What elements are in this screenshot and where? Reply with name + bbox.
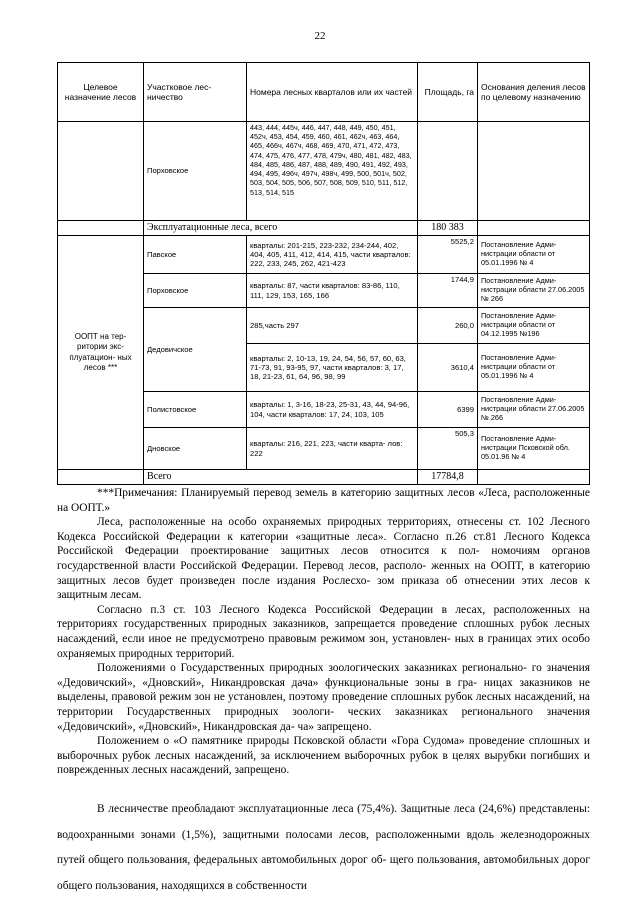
table-row-exploit-total (58, 221, 590, 236)
cell-basis-empty (478, 122, 590, 221)
header-quarters: Номера лесных кварталов или их частей (247, 63, 418, 122)
cell-area-empty (418, 122, 478, 221)
cell-quarters: кварталы: 1, 3-16, 18-23, 25-31, 43, 44, 94-96, 104, части кварталов: 17, 24, 103, 105 (247, 392, 418, 428)
table-row-total (58, 470, 590, 485)
page-number: 22 (314, 30, 326, 42)
header-basis: Основания деления лесов по целевому назначению (478, 63, 590, 122)
body-text (57, 486, 590, 778)
table-row (58, 236, 590, 274)
cell-quarters: 443, 444, 445ч, 446, 447, 448, 449, 450, 451, 452ч, 453, 454, 459, 460, 461, 462ч, 463, 464, 465, 466ч, 467ч, 468, 469, 470, 471, 472, 473, 474, 475, 476, 477, 478, 479ч, 480, 481, 482, 483, 484, 485, 486, 487, 488, 489, 490, 491, 492, 493, 494, 495, 496ч, 497ч, 498ч, 499, 500, 501ч, 502, 503, 504, 505, 506, 507, 508, 509, 510, 511, 512, 513, 514, 515 (247, 122, 418, 221)
cell-quarters: кварталы: 2, 10-13, 19, 24, 54, 56, 57, 60, 63, 71-73, 91, 93-95, 97, части кварталов: 3, 17, 18, 21-23, 61, 64, 96, 98, 99 (247, 344, 418, 392)
cell-forestry: Дновское (144, 428, 247, 470)
cell-basis: Постановление Адми- нистрации области от 05.01.1996 № 4 (478, 344, 590, 392)
cell-forestry: Полистовское (144, 392, 247, 428)
exploit-total-label: Эксплуатационные леса, всего (144, 221, 418, 236)
cell-area: 260,0 (418, 308, 478, 344)
cell-area: 3610,4 (418, 344, 478, 392)
note-paragraph: ***Примечания: Планируемый перевод земель в категорию защитных лесов «Леса, расположенные на ООПТ.» (57, 487, 590, 514)
cell-basis-empty (478, 470, 590, 485)
cell-forestry: Порховское (144, 122, 247, 221)
total-label: Всего (144, 470, 418, 485)
cell-forestry: Порховское (144, 274, 247, 308)
paragraph-oopt-forests: Леса, расположенные на особо охраняемых природных территориях, отнесены ст. 102 Лесного Кодекса Российской Федерации к категории «защитные леса». Согласно п.26 ст.81 Лесного Кодекса Российской Федерации проектирование защитных лесов относится к пол- номочиям органов государственной власти Российской Федерации. Перевод лесов, располо- женных на ООПТ, в категорию защитных лесов будет произведен после издания Рослесхо- зом приказа об отнесении этих лесов к защитным лесам. (57, 516, 590, 602)
cell-forestry: Дедовичское (144, 308, 247, 392)
cell-basis-empty (478, 221, 590, 236)
paragraph-forest-shares: В лесничестве преобладают эксплуатационные леса (75,4%). Защитные леса (24,6%) представлены: водоохранными зонами (1,5%), защитными полосами лесов, расположенными вдоль железнодорожных путей общего пользования, федеральных автомобильных дорог об- щего пользования, автомобильных дорог общего пользования, находящихся в собственности (57, 803, 590, 892)
cell-basis: Постановление Адми- нистрации Псковской обл. 05.01.96 № 4 (478, 428, 590, 470)
cell-basis: Постановление Адми- нистрации области 27.06.2005 № 266 (478, 274, 590, 308)
cell-purpose-empty (58, 122, 144, 221)
cell-area: 1744,9 (418, 274, 478, 308)
cell-purpose-empty (58, 221, 144, 236)
cell-quarters: 285,часть 297 (247, 308, 418, 344)
paragraph-monument: Положением о «О памятнике природы Псковской области «Гора Судома» проведение сплошных и выборочных рубок лесных насаждений, за исключением выборочных рубок в целях вырубки погибших и поврежденных лесных насаждений, запрещено. (57, 735, 590, 777)
cell-purpose-empty (58, 470, 144, 485)
total-area: 17784,8 (418, 470, 478, 485)
forest-purpose-table (57, 62, 590, 485)
cell-area: 505,3 (418, 428, 478, 470)
header-forestry: Участковое лес- ничество (144, 63, 247, 122)
exploit-total-area: 180 383 (418, 221, 478, 236)
header-area: Площадь, га (418, 63, 478, 122)
cell-basis: Постановление Адми- нистрации области от 05.01.1996 № 4 (478, 236, 590, 274)
table-row (58, 122, 590, 221)
cell-forestry: Павское (144, 236, 247, 274)
header-purpose: Целевое назначение лесов (58, 63, 144, 122)
body-text-tail (57, 797, 590, 899)
paragraph-article-103: Согласно п.3 ст. 103 Лесного Кодекса Российской Федерации в лесах, расположенных на территориях государственных природных заказников, запрещается проведение сплошных рубок лесных насаждений, если иное не предусмотрено правовым режимом зон, установлен- ных в границах этих особо охраняемых природных территорий. (57, 603, 590, 660)
cell-quarters: кварталы: 201-215, 223-232, 234-244, 402, 404, 405, 411, 412, 414, 415, части кварталов: 222, 233, 245, 262, 421-423 (247, 236, 418, 274)
cell-basis: Постановление Адми- нистрации области 27.06.2005 № 266 (478, 392, 590, 428)
oopt-category: ООПТ на тер- ритории экс- плуатацион- ных лесов *** (58, 236, 144, 470)
table-header-row (58, 63, 590, 122)
cell-area: 5525,2 (418, 236, 478, 274)
paragraph-reserves: Положениями о Государственных природных зоологических заказниках регионально- го значения «Дедовичский», «Дновский», Никандровская дача» функциональные зоны в гра- ницах заказников не выделены, правовой режим зон не установлен, поэтому проведение сплошных рубок лесных насаждений, на территории Государственных природных зоологи- ческих заказниках регионального значения «Дедовичский», «Дновский», Никандровская да- ча» запрещено. (57, 662, 590, 733)
cell-quarters: кварталы: 87, части кварталов: 83-86, 110, 111, 129, 153, 165, 166 (247, 274, 418, 308)
cell-quarters: кварталы: 216, 221, 223, части кварта- лов: 222 (247, 428, 418, 470)
cell-area: 6399 (418, 392, 478, 428)
cell-basis: Постановление Адми- нистрации области от 04.12.1995 №196 (478, 308, 590, 344)
